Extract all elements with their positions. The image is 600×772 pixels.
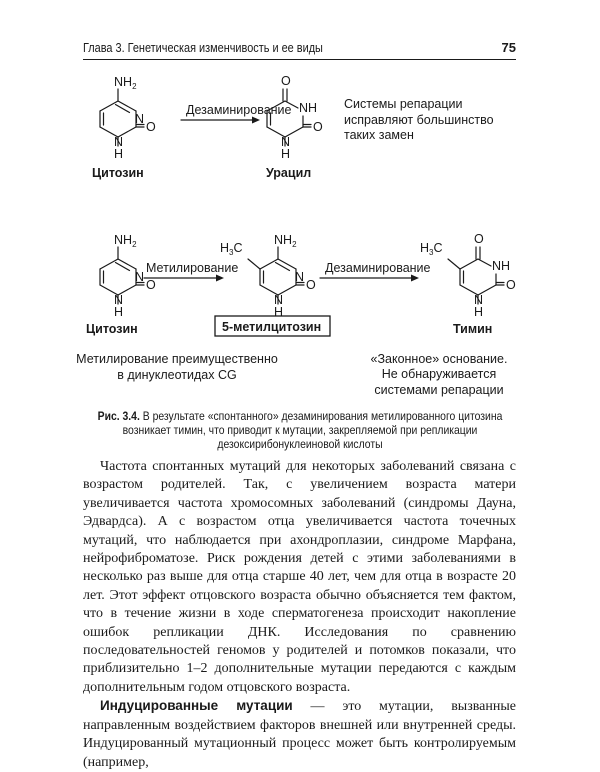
repair-note-line-2: исправляют большинство [344,113,494,127]
figure-caption-label: Рис. 3.4. [97,409,140,423]
deamination-arrow-2-label: Дезаминирование [325,261,431,275]
thymine-ring-n-bottom: N [474,293,484,307]
uracil-ring-n-bottom: N [281,135,291,149]
methylcytosine-ring-n-top: N [295,270,305,284]
induced-mutations-term: Индуцированные мутации [100,698,293,714]
cytosine-1-amino-label: $NH_2$ [114,75,137,91]
body-paragraph-2 [83,697,516,772]
cytosine-1-carbonyl-o: O [146,120,156,134]
body-text [83,458,516,772]
uracil-name: Урацил [266,166,312,180]
figure-caption-text: В результате «спонтанного» дезаминирования метилированного цитозина возникает тимин, что приводит к мутации, закрепляемой при репликации дезоксирибонуклеиновой кислоты [122,409,503,451]
legit-base-note-line-1: «Законное» основание. [370,352,508,366]
uracil-h-label: H [281,147,291,161]
chapter-title: Глава 3. Генетическая изменчивость и ее виды [83,40,323,55]
figure-caption [83,409,516,451]
cytosine-1-ring-n-bottom: N [114,135,124,149]
cytosine-2-carbonyl-o: O [146,278,156,292]
thymine-carbonyl-o: O [506,278,516,292]
body-paragraph-2-text: — это мутации, вызванные направленным воздействием факторов внешней или внутренней среды. Индуцированный мутационный процесс может быть контролируемым (например, [83,699,516,770]
body-paragraph-1: Частота спонтанных мутаций для некоторых заболеваний связана с возрастом родителей. Так, с увеличением возраста матери увеличивается частота хромосомных заболеваний (синдромы Дауна, Эдвардса). А с возрастом отца увеличивается частота точечных мутаций, что наблюдается при ахондроплазии, синдроме Марфана, нейрофиброматозе. Риск рождения детей с этими заболеваниями в несколько раз выше для отца старше 40 лет, чем для отца в возрасте 20 лет. Этот эффект отцовского возраста обычно объясняется тем фактом, что в течение жизни в ходе сперматогенеза происходит накопление ошибок репликации ДНК. Исследования по сравнению последовательностей геномов у родителей и потомков показали, что приблизительно 1–2 дополнительные мутации передаются с каждым дополнительным годом отцовского возраста. [83,459,516,695]
methylcytosine-methyl-label: $H_3C$ [220,241,243,257]
methylation-note-line-2: в динуклеотидах CG [117,368,237,382]
repair-note-line-1: Системы репарации [344,97,463,111]
cytosine-1-h-label: H [114,147,124,161]
thymine-nh-label: NH [492,259,511,273]
methylation-note-line-1: Метилирование преимущественно [76,352,278,366]
uracil-top-o: O [281,74,291,88]
legit-base-note-line-3: системами репарации [374,383,504,397]
methylcytosine-carbonyl-o: O [306,278,316,292]
repair-note-line-3: таких замен [344,128,414,142]
page-number: 75 [501,40,516,55]
uracil-nh-label: NH [299,101,318,115]
cytosine-2-name: Цитозин [86,322,138,336]
cytosine-1-name: Цитозин [92,166,144,180]
methylcytosine-name: 5-метилцитозин [222,320,322,334]
methylcytosine-amino-label: $NH_2$ [274,233,297,249]
cytosine-2-h-label: H [114,305,124,319]
cytosine-2-ring-n-top: N [135,270,145,284]
thymine-h-label: H [474,305,484,319]
methylcytosine-ring-n-bottom: N [274,293,284,307]
methylcytosine-h-label: H [274,305,284,319]
reaction-1-arrow-label: Дезаминирование [186,103,292,117]
legit-base-note-line-2: Не обнаруживается [381,367,497,381]
cytosine-2-ring-n-bottom: N [114,293,124,307]
cytosine-2-amino-label: $NH_2$ [114,233,137,249]
methylation-arrow-label: Метилирование [146,261,239,275]
cytosine-1-ring-n-top: N [135,112,145,126]
thymine-methyl-label: $H_3C$ [420,241,443,257]
uracil-carbonyl-o: O [313,120,323,134]
thymine-top-o: O [474,232,484,246]
thymine-name: Тимин [453,322,493,336]
